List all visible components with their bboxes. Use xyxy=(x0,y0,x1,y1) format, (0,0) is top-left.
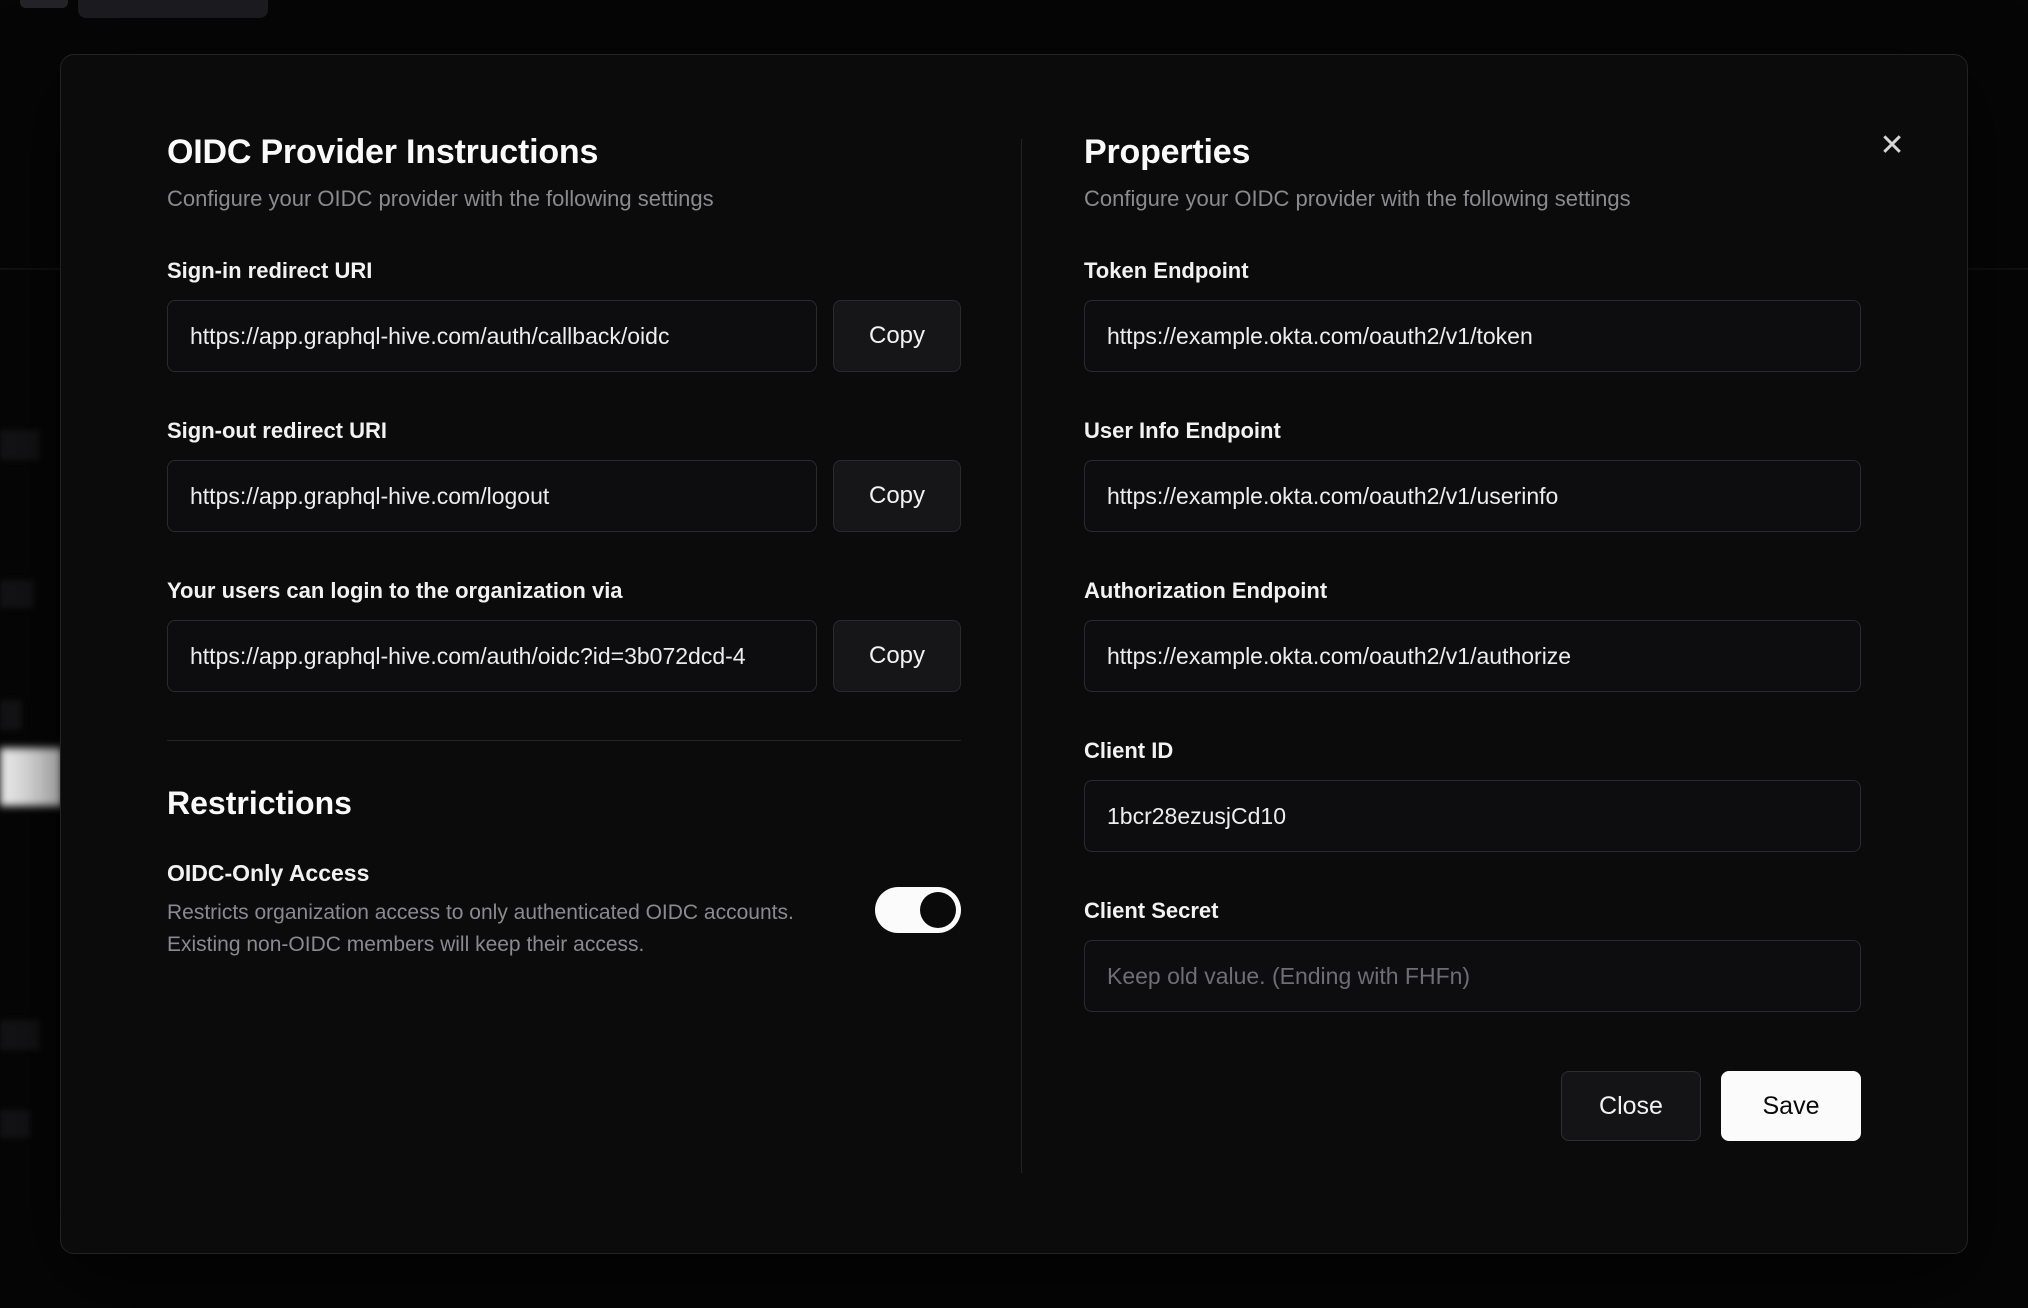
page-subtitle: Configure your OIDC provider with the following settings xyxy=(167,186,714,211)
copy-signout-redirect-uri-button[interactable]: Copy xyxy=(833,460,961,532)
copy-signin-redirect-uri-button[interactable]: Copy xyxy=(833,300,961,372)
background-highlight-block xyxy=(0,748,62,806)
token-endpoint-label: Token Endpoint xyxy=(1084,258,1249,283)
properties-column xyxy=(1022,133,1967,1253)
oidc-only-access-row xyxy=(167,860,961,960)
background-block xyxy=(0,580,34,608)
properties-subtitle: Configure your OIDC provider with the following settings xyxy=(1084,186,1631,211)
token-endpoint-input[interactable] xyxy=(1084,300,1861,372)
oidc-only-access-description: Restricts organization access to only authenticated OIDC accounts. Existing non-OIDC members will keep their access. xyxy=(167,901,794,956)
oidc-only-access-label: OIDC-Only Access xyxy=(167,860,370,886)
signout-redirect-uri-input[interactable] xyxy=(167,460,817,532)
user-info-endpoint-label: User Info Endpoint xyxy=(1084,418,1281,443)
background-browser-tab xyxy=(78,0,268,18)
modal-columns xyxy=(61,55,1967,1253)
properties-fields xyxy=(1084,133,1861,1071)
signin-redirect-uri-row xyxy=(167,300,961,372)
provider-instructions-column xyxy=(61,133,1021,1253)
background-block xyxy=(0,700,22,730)
signin-redirect-uri-label: Sign-in redirect URI xyxy=(167,258,373,283)
client-id-input[interactable] xyxy=(1084,780,1861,852)
client-secret-input[interactable] xyxy=(1084,940,1861,1012)
page-title: OIDC Provider Instructions xyxy=(167,133,599,171)
user-info-endpoint-input[interactable] xyxy=(1084,460,1861,532)
modal-actions xyxy=(1084,1071,1861,1253)
section-divider xyxy=(167,740,961,741)
client-id-label: Client ID xyxy=(1084,738,1174,763)
close-icon[interactable]: ✕ xyxy=(1875,129,1909,163)
oidc-configuration-modal xyxy=(60,54,1968,1254)
properties-title: Properties xyxy=(1084,133,1251,171)
signin-redirect-uri-input[interactable] xyxy=(167,300,817,372)
background-block xyxy=(0,1110,30,1138)
signout-redirect-uri-label: Sign-out redirect URI xyxy=(167,418,388,443)
login-url-row xyxy=(167,620,961,692)
login-url-label: Your users can login to the organization via xyxy=(167,578,623,603)
close-button[interactable]: Close xyxy=(1561,1071,1701,1141)
client-secret-label: Client Secret xyxy=(1084,898,1219,923)
oidc-only-access-text xyxy=(167,860,835,960)
background-browser-tab-secondary xyxy=(20,0,68,8)
background-block xyxy=(0,430,40,460)
login-url-input[interactable] xyxy=(167,620,817,692)
toggle-knob xyxy=(920,892,956,928)
copy-login-url-button[interactable]: Copy xyxy=(833,620,961,692)
oidc-only-access-toggle[interactable] xyxy=(875,887,961,933)
save-button[interactable]: Save xyxy=(1721,1071,1861,1141)
authorization-endpoint-input[interactable] xyxy=(1084,620,1861,692)
restrictions-title: Restrictions xyxy=(167,785,352,821)
background-block xyxy=(0,1020,40,1050)
authorization-endpoint-label: Authorization Endpoint xyxy=(1084,578,1328,603)
signout-redirect-uri-row xyxy=(167,460,961,532)
